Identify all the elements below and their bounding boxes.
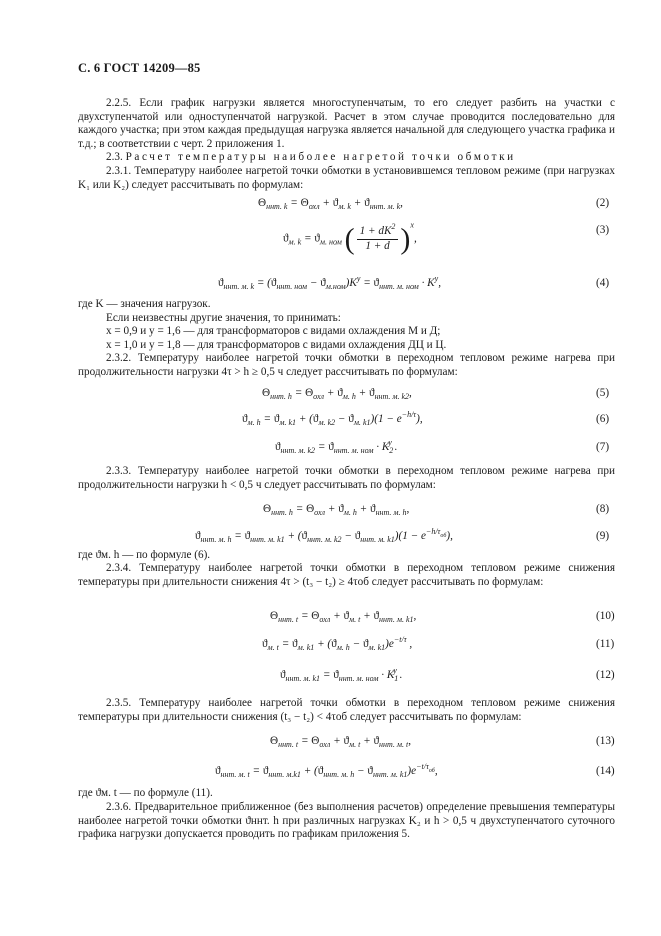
section-number: 2.3.	[106, 151, 123, 163]
paragraph-2-3-4: 2.3.4. Температуру наиболее нагретой точки обмотки в переходном тепловом режиме снижения температуры при длительности снижения 4τ > (t₃ − t₂) ≥ 4τоб следует рассчитывать по формулам:	[78, 562, 615, 588]
paragraph-2-2-5: 2.2.5. Если график нагрузки является многоступенчатым, то его следует разбить на участки с двухступенчатой или одноступенчатой нагрузкой. Расчет в этом случае проводится последовательно для каждого участка; при этом каждая предыдущая нагрузка является начальной для следующего участка графика и т.д.; в соответствии с черт. 2 приложения 1.	[78, 97, 615, 150]
paragraph-2-3-2: 2.3.2. Температуру наиболее нагретой точки обмотки в переходном тепловом режиме нагрева при продолжительности нагрузки 4τ > h ≥ 0,5 ч следует рассчитывать по формулам:	[78, 352, 615, 378]
section-title: Расчет температуры наиболее нагретой точки обмотки	[125, 151, 516, 163]
where-6-line: где ϑм. h — по формуле (6).	[78, 549, 211, 561]
formula-14: $ϑ_{ннт. м. t} = ϑ_{ннт. м.k1} + (ϑ_{ннт. м. h} - ϑ_{ннт. м. k1})e^{-t/\tau_{об}}$,	[215, 762, 438, 779]
formula-11: $ϑ_{м. t} = ϑ_{м. k1} + (ϑ_{м. h} - ϑ_{м. k1})e^{-t/\tau}$ ,	[262, 635, 413, 652]
page-header: С. 6 ГОСТ 14209—85	[78, 61, 201, 75]
section-heading-2-3	[106, 151, 516, 165]
equation-number-5: (5)	[596, 387, 610, 399]
formula-10: $\Theta_{ннт. t} = \Theta_{охл} + ϑ_{м. t} + ϑ_{ннт. м. k1}$,	[270, 610, 417, 624]
formula-4: $ϑ_{ннт. м. k} = (ϑ_{ннт. ном} - ϑ_{м.ном})K^y = ϑ_{ннт. м. ном} \cdot K^y$,	[218, 274, 441, 291]
formula-9: $ϑ_{ннт. м. h} = ϑ_{ннт. м. k1} + (ϑ_{ннт. м. k2} - ϑ_{ннт. м. k1})(1 - e^{-h/\tau_{об}})$,	[195, 527, 453, 544]
formula-8: $\Theta_{ннт. h} = \Theta_{охл} + ϑ_{м. h} + ϑ_{ннт. м. h}$,	[263, 503, 410, 517]
condition-2-line: x = 1,0 и y = 1,8 — для трансформаторов с видами охлаждения ДЦ и Ц.	[106, 339, 447, 351]
equation-number-2: (2)	[596, 197, 610, 209]
equation-number-6: (6)	[596, 413, 610, 425]
paragraph-2-3-3: 2.3.3. Температуру наиболее нагретой точки обмотки в переходном тепловом режиме нагрева при продолжительности нагрузки h < 0,5 ч следует рассчитывать по формулам:	[78, 465, 615, 491]
formula-13: $\Theta_{ннт. t} = \Theta_{охл} + ϑ_{м. t} + ϑ_{ннт. м. t}$,	[270, 735, 411, 749]
equation-number-13: (13)	[596, 735, 615, 747]
formula-2: $\Theta_{ннт. k} = \Theta_{охл} + ϑ_{м. k} + ϑ_{ннт. м. k}$,	[258, 197, 403, 211]
equation-number-9: (9)	[596, 530, 610, 542]
formula-5: $\Theta_{ннт. h} = \Theta_{охл} + ϑ_{м. h} + ϑ_{ннт. м. k2}$,	[262, 387, 412, 401]
formula-6: $ϑ_{м. h} = ϑ_{м. k1} + (ϑ_{м. k2} - ϑ_{м. k1})(1 - e^{-h/\tau})$,	[242, 410, 423, 427]
equation-number-12: (12)	[596, 669, 615, 681]
equation-number-4: (4)	[596, 277, 610, 289]
paragraph-2-3-5: 2.3.5. Температуру наиболее нагретой точки обмотки в переходном тепловом режиме снижения температуры при длительности снижения (t₃ − t₂) < 4τоб следует рассчитывать по формулам:	[78, 697, 615, 723]
where-k-line: где K — значения нагрузок.	[78, 298, 211, 310]
equation-number-10: (10)	[596, 610, 615, 622]
paragraph-2-3-1: 2.3.1. Температуру наиболее нагретой точки обмотки в установившемся тепловом режиме (при нагрузках K₁ или K₂) следует рассчитывать по формулам:	[78, 165, 615, 191]
formula-12: $ϑ_{ннт. м. k1} = ϑ_{ннт. м. ном} \cdot K_1^y$ .	[280, 666, 403, 683]
paragraph-2-3-6: 2.3.6. Предварительное приближенное (без выполнения расчетов) определение превышения температуры наиболее нагретой точки обмотки ϑннт. h при различных нагрузках K₂ и h > 0,5 ч двухступенчатого суточного графика нагрузки допускается проводить по графикам приложения 5.	[78, 801, 615, 840]
formula-7: $ϑ_{ннт. м. k2} = ϑ_{ннт. м. ном} \cdot K_2^y$ .	[275, 438, 398, 455]
equation-number-14: (14)	[596, 765, 615, 777]
equation-number-3: (3)	[596, 224, 610, 236]
condition-1-line: x = 0,9 и y = 1,6 — для трансформаторов с видами охлаждения М и Д;	[106, 325, 441, 337]
equation-number-7: (7)	[596, 441, 610, 453]
equation-number-11: (11)	[596, 638, 615, 650]
if-unknown-line: Если неизвестны другие значения, то принимать:	[106, 312, 341, 324]
equation-number-8: (8)	[596, 503, 610, 515]
formula-3: $ϑ_{м. k} = ϑ_{м. ном}$ ( $\frac{1 + dK^2}{1 + d}$ )$^x$,	[283, 220, 417, 256]
where-11-line: где ϑм. t — по формуле (11).	[78, 787, 213, 799]
